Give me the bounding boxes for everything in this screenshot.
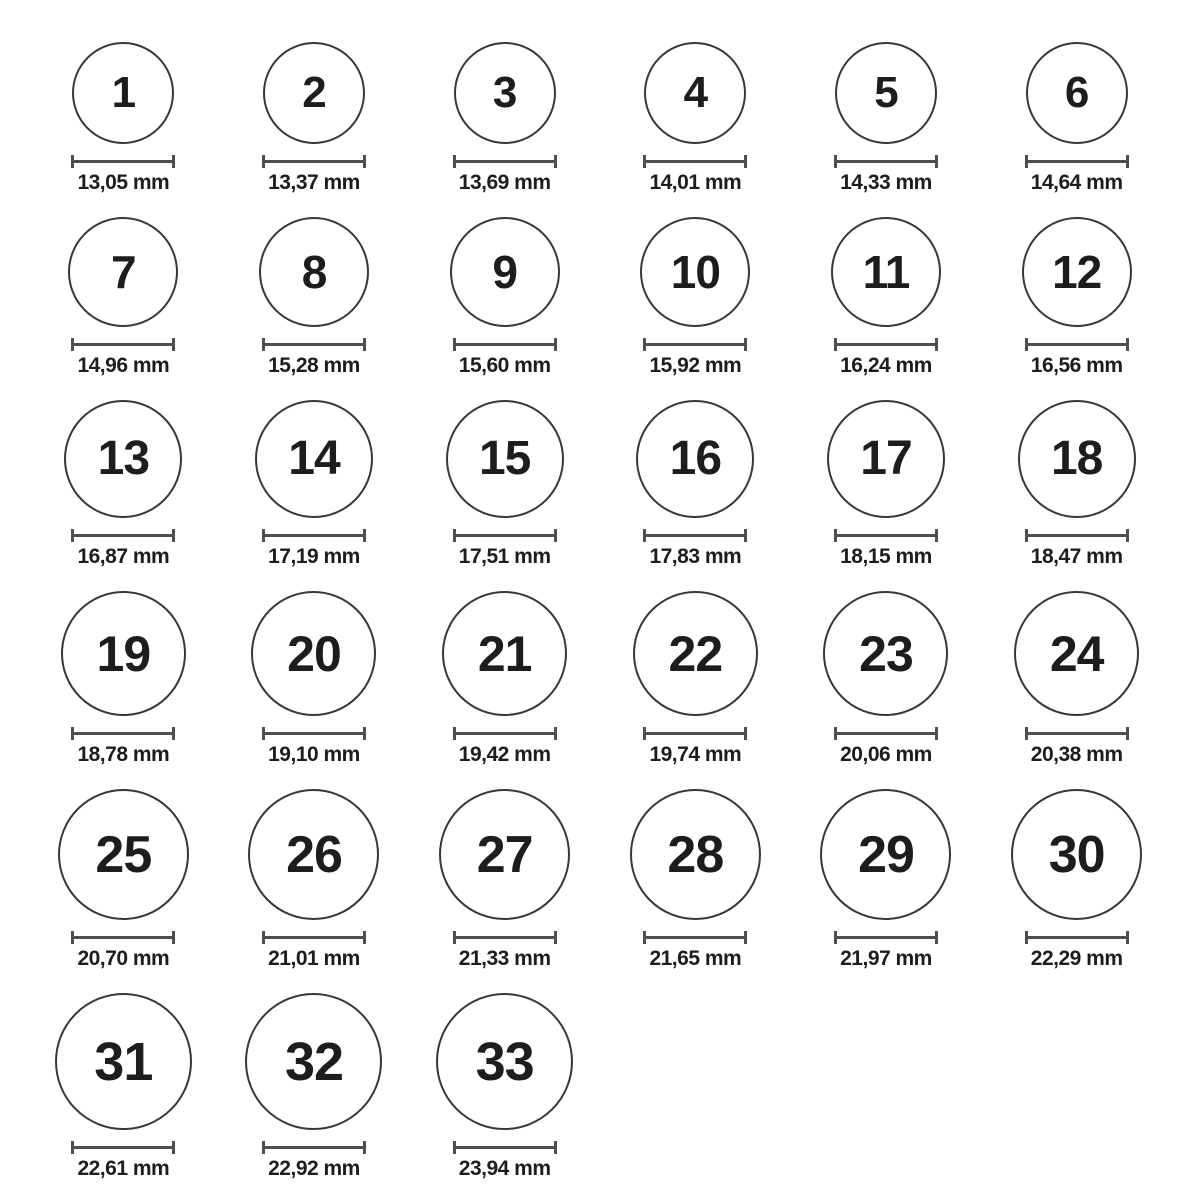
ring-size-cell [219, 400, 410, 569]
ring-size-number: 10 [670, 246, 720, 298]
ring-size-cell [219, 217, 410, 378]
ring-size-number: 7 [111, 246, 136, 298]
diameter-line [834, 727, 938, 740]
diameter-label: 17,19 mm [268, 545, 360, 568]
ring-size-number: 33 [475, 1031, 534, 1092]
diameter-line [71, 931, 175, 944]
ring-size-circle [245, 993, 382, 1130]
ring-size-number: 29 [858, 825, 914, 884]
ring-size-cell [409, 217, 600, 378]
ring-size-row [28, 591, 1172, 767]
ring-size-cell [219, 42, 410, 195]
diameter-line [643, 529, 747, 542]
diameter-line [1025, 529, 1129, 542]
ring-size-number: 4 [683, 68, 708, 117]
ring-size-number: 14 [288, 432, 340, 485]
diameter-label: 16,87 mm [77, 545, 170, 568]
ring-size-cell [791, 591, 982, 767]
diameter-label: 23,94 mm [458, 1157, 551, 1180]
diameter-line [262, 727, 366, 740]
ring-size-circle [820, 789, 951, 920]
diameter-line [262, 529, 366, 542]
ring-size-cell [219, 789, 410, 971]
diameter-label: 22,92 mm [268, 1157, 360, 1180]
ring-size-number: 30 [1048, 825, 1105, 884]
diameter-line [834, 529, 938, 542]
ring-size-circle [1014, 591, 1139, 716]
ring-size-cell [28, 591, 219, 767]
diameter-line [453, 727, 557, 740]
diameter-line [453, 529, 557, 542]
ring-size-number: 21 [477, 625, 532, 682]
ring-size-cell [981, 42, 1172, 195]
diameter-label: 21,65 mm [649, 947, 742, 970]
ring-size-number: 11 [862, 246, 910, 298]
ring-size-number: 2 [302, 68, 326, 117]
ring-size-cell [28, 789, 219, 971]
ring-size-circle [446, 400, 564, 518]
ring-size-number: 26 [286, 825, 342, 884]
diameter-label: 19,10 mm [268, 743, 360, 766]
ring-size-number: 15 [478, 432, 531, 485]
ring-size-cell [28, 400, 219, 569]
ring-size-row [28, 217, 1172, 378]
ring-size-number: 5 [874, 68, 898, 117]
ring-size-number: 23 [859, 625, 913, 682]
diameter-label: 17,51 mm [458, 545, 551, 568]
diameter-label: 18,78 mm [77, 743, 170, 766]
ring-size-circle [633, 591, 758, 716]
diameter-label: 21,01 mm [268, 947, 360, 970]
ring-size-circle [58, 789, 189, 920]
diameter-line [453, 1141, 557, 1154]
diameter-label: 15,28 mm [268, 354, 360, 377]
ring-size-cell [791, 42, 982, 195]
ring-size-number: 31 [94, 1031, 153, 1092]
ring-size-number: 25 [95, 825, 152, 884]
ring-size-circle [454, 42, 556, 144]
ring-size-number: 16 [669, 432, 722, 485]
ring-size-cell [28, 217, 219, 378]
ring-size-cell [409, 42, 600, 195]
diameter-label: 13,69 mm [458, 171, 551, 194]
ring-size-circle [436, 993, 573, 1130]
ring-size-circle [827, 400, 945, 518]
ring-size-circle [644, 42, 746, 144]
ring-size-cell [791, 789, 982, 971]
diameter-line [1025, 155, 1129, 168]
ring-size-cell [600, 217, 791, 378]
ring-size-circle [835, 42, 937, 144]
diameter-label: 13,37 mm [268, 171, 360, 194]
diameter-line [834, 338, 938, 351]
diameter-line [71, 727, 175, 740]
ring-size-cell [981, 217, 1172, 378]
diameter-line [1025, 727, 1129, 740]
diameter-line [643, 155, 747, 168]
ring-size-number: 17 [860, 432, 912, 485]
diameter-label: 13,05 mm [77, 171, 170, 194]
diameter-line [262, 338, 366, 351]
ring-size-cell [981, 591, 1172, 767]
diameter-line [834, 155, 938, 168]
ring-size-circle [55, 993, 192, 1130]
ring-size-circle [636, 400, 754, 518]
ring-size-cell [600, 400, 791, 569]
diameter-line [453, 155, 557, 168]
ring-size-circle [255, 400, 373, 518]
diameter-label: 22,29 mm [1030, 947, 1123, 970]
ring-size-cell [219, 591, 410, 767]
ring-size-cell [981, 789, 1172, 971]
diameter-line [643, 931, 747, 944]
diameter-label: 16,56 mm [1030, 354, 1123, 377]
diameter-line [71, 338, 175, 351]
diameter-label: 14,64 mm [1030, 171, 1123, 194]
diameter-line [1025, 338, 1129, 351]
diameter-line [643, 338, 747, 351]
diameter-label: 14,01 mm [649, 171, 742, 194]
ring-size-circle [263, 42, 365, 144]
ring-size-number: 27 [476, 825, 533, 884]
ring-size-cell [791, 400, 982, 569]
ring-size-circle [248, 789, 379, 920]
ring-size-circle [259, 217, 369, 327]
ring-size-cell [409, 400, 600, 569]
diameter-label: 19,74 mm [649, 743, 742, 766]
ring-size-circle [450, 217, 560, 327]
diameter-label: 18,47 mm [1030, 545, 1123, 568]
ring-size-cell [981, 400, 1172, 569]
ring-size-circle [64, 400, 182, 518]
ring-size-circle [61, 591, 186, 716]
diameter-line [71, 529, 175, 542]
diameter-line [834, 931, 938, 944]
diameter-label: 17,83 mm [649, 545, 742, 568]
diameter-label: 22,61 mm [77, 1157, 170, 1180]
ring-size-cell [600, 591, 791, 767]
diameter-label: 18,15 mm [840, 545, 932, 568]
ring-size-number: 28 [667, 825, 724, 884]
ring-size-circle [1026, 42, 1128, 144]
ring-size-number: 6 [1064, 68, 1089, 117]
ring-size-number: 18 [1050, 432, 1103, 485]
diameter-line [71, 155, 175, 168]
ring-size-row [28, 400, 1172, 569]
diameter-label: 14,96 mm [77, 354, 170, 377]
diameter-line [453, 931, 557, 944]
diameter-label: 20,38 mm [1030, 743, 1123, 766]
ring-size-number: 20 [287, 625, 341, 682]
ring-size-cell [409, 591, 600, 767]
ring-size-number: 9 [492, 246, 517, 298]
ring-size-cell [409, 789, 600, 971]
ring-size-number: 19 [96, 625, 151, 682]
diameter-line [453, 338, 557, 351]
ring-size-circle [1018, 400, 1136, 518]
ring-size-circle [439, 789, 570, 920]
diameter-line [262, 1141, 366, 1154]
ring-size-number: 13 [97, 432, 150, 485]
diameter-label: 15,60 mm [458, 354, 551, 377]
diameter-label: 16,24 mm [840, 354, 932, 377]
diameter-label: 21,97 mm [840, 947, 932, 970]
ring-size-circle [1022, 217, 1132, 327]
diameter-label: 20,70 mm [77, 947, 170, 970]
ring-size-number: 12 [1052, 246, 1102, 298]
ring-size-cell [219, 993, 410, 1181]
ring-size-circle [831, 217, 941, 327]
diameter-line [1025, 931, 1129, 944]
ring-size-number: 32 [284, 1031, 344, 1092]
ring-size-circle [68, 217, 178, 327]
ring-size-row [28, 789, 1172, 971]
ring-size-circle [442, 591, 567, 716]
diameter-label: 19,42 mm [458, 743, 551, 766]
ring-size-number: 1 [111, 68, 136, 117]
ring-size-row [28, 993, 1172, 1181]
diameter-label: 21,33 mm [458, 947, 551, 970]
ring-size-number: 8 [301, 246, 327, 298]
ring-size-cell [600, 42, 791, 195]
ring-size-circle [640, 217, 750, 327]
ring-size-circle [72, 42, 174, 144]
ring-size-row [28, 42, 1172, 195]
diameter-label: 15,92 mm [649, 354, 742, 377]
diameter-label: 14,33 mm [840, 171, 932, 194]
ring-size-cell [409, 993, 600, 1181]
ring-size-circle [1011, 789, 1142, 920]
ring-size-number: 22 [668, 625, 723, 682]
ring-size-cell [28, 42, 219, 195]
ring-size-circle [823, 591, 948, 716]
diameter-line [262, 931, 366, 944]
ring-size-cell [791, 217, 982, 378]
ring-size-number: 24 [1049, 625, 1104, 682]
ring-size-circle [251, 591, 376, 716]
ring-size-cell [600, 789, 791, 971]
ring-size-circle [630, 789, 761, 920]
diameter-line [643, 727, 747, 740]
diameter-label: 20,06 mm [840, 743, 932, 766]
diameter-line [262, 155, 366, 168]
ring-size-cell [28, 993, 219, 1181]
diameter-line [71, 1141, 175, 1154]
ring-size-number: 3 [492, 68, 517, 117]
